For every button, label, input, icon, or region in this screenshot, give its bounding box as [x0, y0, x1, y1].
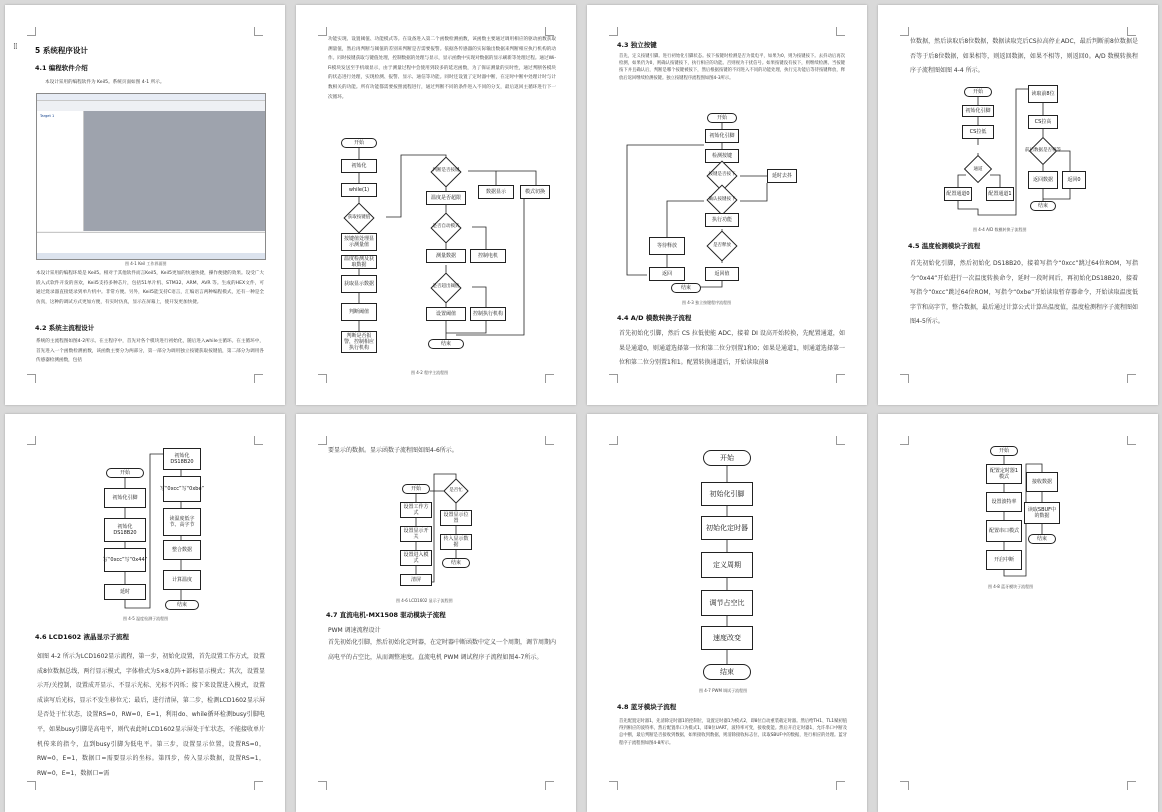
flowchart-process: 传入显示数据	[440, 534, 472, 550]
flowchart-process: 定义周期	[701, 552, 753, 578]
paragraph: 要显示的数据。显示函数子流程图如图4-6所示。	[328, 447, 458, 454]
flowchart-process: 返回数据	[1028, 171, 1058, 189]
flowchart-decision-label: 前后数据是否相等	[1025, 148, 1061, 153]
flowchart-process: 配置通道1	[986, 187, 1014, 201]
flowchart-start: 开始	[703, 450, 751, 466]
flowchart-process: 接收数据	[1026, 472, 1058, 492]
flowchart-decision-label: 通道	[973, 167, 983, 172]
flowchart-decision-label: 是否忙	[449, 488, 463, 493]
document-page-3	[587, 5, 867, 405]
document-page-1	[5, 5, 285, 405]
flowchart-end: 结束	[671, 283, 701, 293]
flowchart-decision-label: 按键是否按下	[708, 172, 736, 177]
paragraph: 位数据，然后读取后8位数据，数据读取完后CS拉高停止ADC，最后判断前8位数据是否等于后8位数据，如果相等，则返回数据，如果不相等，则返回0。A/D 数模转换程序子流程图如图 4-4 所示。	[910, 38, 1138, 75]
flowchart-start: 开始	[964, 87, 992, 97]
flowchart-process: 写“0xcc”写“0xbe”	[163, 476, 201, 502]
section-heading: 4.6 LCD1602 液晶显示子流程	[35, 633, 129, 641]
flowchart-process: 数据显示	[478, 185, 514, 199]
figure-caption: 图 4-2 程序主流程图	[411, 370, 449, 375]
flowchart-process: 初始化引脚	[701, 482, 753, 506]
flowchart-process: 初始化DS18B20	[163, 448, 201, 470]
flowchart-start: 开始	[707, 113, 737, 123]
figure-caption: 图 4-8 蓝牙模块子流程图	[988, 584, 1034, 589]
flowchart-process: 延时	[104, 584, 146, 600]
figure-caption: 图 4-4 A/D 数模转换子流程图	[973, 227, 1027, 232]
flowchart-process: 设置波特率	[986, 492, 1022, 512]
flowchart-decision-label: 确认按键按下	[708, 197, 736, 202]
flowchart-process: 初始化DS18B20	[104, 518, 146, 542]
flowchart-decision-label: 是否超出阈值	[432, 284, 460, 289]
flowchart-process: CS拉高	[1028, 115, 1058, 129]
flowchart-process: 控制执行机构	[470, 307, 506, 321]
flowchart-process: 调节占空比	[701, 590, 753, 616]
flowchart-process: 配置通道0	[944, 187, 972, 201]
flowchart-process: 返回值	[705, 267, 739, 281]
flowchart-process: 写“0xcc”写“0x44”	[104, 548, 146, 572]
flowchart-decision-label: 获取按键值	[347, 215, 371, 220]
flowchart-end: 结束	[1028, 534, 1056, 544]
flowchart-process: 执行功能	[705, 213, 739, 227]
document-page-5	[5, 414, 285, 812]
flowchart-process: 计算温度	[163, 570, 201, 590]
flowchart-start: 开始	[106, 468, 144, 478]
flowchart-process: 配置串口模式	[986, 520, 1022, 542]
flowchart-decision-label: 是否自动模式	[432, 224, 460, 229]
flowchart-process: 检测按键	[705, 149, 739, 163]
flowchart-process: 设置进入模式	[400, 550, 432, 566]
drag-handle-icon[interactable]: ⁞⁞	[13, 42, 17, 52]
flowchart-process: 获取显示数据	[341, 275, 377, 293]
flowchart-process: 按键值处理显示测量值	[341, 233, 377, 251]
section-heading: 4.2 系统主流程设计	[35, 324, 95, 332]
paragraph: 首先配置定时器1，先清除定时器1的控制位，设置定时器1为模式2，即8位自动重装载定时器。然后给TH1、TL1赋初值得到相应的波特率，然后配置串口为模式1，即8位UART，波特率可变，接收使能。然后开启定时器1，允许串口中断及总中断，最后判断是否接收到数据，如果接收到数据，则清除接收标志位，读取SBUF中的数据，进行相应的处理。蓝牙程序子流程图如图4-8所示。	[619, 719, 847, 746]
flowchart-process: 返回	[649, 267, 685, 281]
flowchart-process: 初始化	[341, 159, 377, 173]
paragraph: 首先初始化引脚，然后初始化 DS18B20，接着写指令“0xcc”跳过64位ROM，写指令“0x44”开始进行一次温度转换命令，延时一段时间后，再初始化DS18B20，接着写指令“0xcc”跳过64位ROM，写指令“0xbe”开始读取暂存器命令，开始读取温度低字节和高字节，整合数据，最后通过计算公式计算出温度值，温度检测程序子流程图如图4-5所示。	[910, 260, 1138, 326]
flowchart-process: 读取SBUF中的数据	[1024, 502, 1060, 524]
document-page-7	[587, 414, 867, 812]
flowchart-process: 初始化引脚	[705, 129, 739, 143]
flowchart-process: 等待释放	[649, 237, 685, 255]
section-heading: 4.8 蓝牙模块子流程	[617, 703, 677, 711]
chapter-heading: 5 系统程序设计	[35, 46, 88, 55]
figure-caption: 图 4-5 温度检测子流程图	[123, 616, 169, 621]
flowchart-process: 设置阈值	[426, 307, 466, 321]
paragraph: 系统的主流程图如图4-2所示。在主程序中，首先对各个模块进行初始化，随后进入while主循环。在主循环中，首先进入一个函数检测函数，该函数主要分为两部分，第一部分为调用独立按键获取按键值，第二部分为调用各传感器检测函数，包括	[36, 339, 264, 364]
flowchart-process: 速度改变	[701, 626, 753, 650]
flowchart-process: 整合数据	[163, 540, 201, 560]
flowchart-process: while(1)	[341, 183, 377, 197]
paragraph: 首先初始化引脚，然后 CS 拉低使能 ADC，接着 DI 设高开始转换，先配置通道，如果是通道0，则通道选择第一位和第二位分别置1和0；如果是通道1，则通道选择第一位和第二位分别置1和1。配置转换通道后，开始读取前8	[619, 330, 845, 367]
flowchart-process: 开启中断	[986, 550, 1022, 570]
flowchart-process: 温度检测及获取数据	[341, 255, 377, 269]
flowchart-process: 配置定时器1模式	[986, 464, 1022, 484]
paragraph: 本设计采用的编程软件为 Keil5。系统页面如图 4-1 所示。	[45, 80, 165, 85]
flowchart-process: 读温度低字节、高字节	[163, 508, 201, 536]
flowchart-process: 测量数据	[426, 249, 466, 263]
section-heading: 4.3 独立按键	[617, 41, 657, 49]
paragraph: 如图 4-2 所示为LCD1602显示流程，第一步，初始化设置，首先设置工作方式，设置成8位数据总线，两行显示模式，字体格式为5×8点阵+部标显示模式；其次，设置显示开/关控制，设置成开显示、不显示光标、光标不闪烁；接下来设置进入模式，设置成读写后光标，显示不发生移位元；最后，进行清屏，第二步，检测LCD1602显示屏是否处于忙状态，设置RS=0，RW=0，E=1，利用do、while循环检测busy引脚电平，如果busy引脚是高电平，则代表此时LCD1602显示屏处于忙状态，不能接收单片机传来的指令，直到busy引脚为低电平。第三步，设置显示位置，设置RS=0，RW=0，E=1，数据口=需要显示的坐标。第四步，传入显示数据，设置RS=1，RW=0，E=1，数据口=需	[37, 653, 265, 777]
flowchart-process: 初始化定时器	[701, 516, 753, 540]
flowchart-process: 初始化引脚	[104, 488, 146, 508]
flowchart-process: 返回0	[1062, 171, 1086, 189]
flowchart-decision-label: 判断是否按键	[432, 168, 460, 173]
flowchart-end: 结束	[1030, 201, 1056, 211]
paragraph: 功能实现、设置阈值、功能模式等。在设备进入第二个函数检测函数，该函数主要通过调用相应的驱动函数获取测量值，然后再判断与阈值的差别来判断是否需要报警。依据各传感器的实际输出数据来判断相应执行机构的动作。同时按键获取与键值处理，控制数据的处理与显示，显示函数中实现对数据的显示刷新等处理过程。通过Wi-Fi模块发送至手机端显示，由于测量过程中会使用到较多的延迟函数，为了保证测量的实时性，通过判断各模块的状态进行处理，实现检测、报警、显示、通信等功能。同时还设置了定时器中断，在定时中断中处理计时与计数相关的功能。所有功能都需要按照流程进行，通过判断不同的条件进入不同的分支，最后返回主循环进行下一次循环。	[328, 37, 556, 100]
flowchart-end: 结束	[703, 664, 751, 680]
flowchart-end: 结束	[442, 558, 470, 568]
flowchart-process: 设置工作方式	[400, 502, 432, 518]
flowchart-process: 延时去抖	[767, 169, 797, 183]
figure-caption: 图 4-1 Keil 工作界面图	[125, 261, 167, 266]
document-page-4	[878, 5, 1158, 405]
flowchart-process: 清屏	[400, 574, 432, 586]
figure-caption: 图 4-6 LCD1602 显示子流程图	[396, 598, 453, 603]
flowchart-end: 结束	[165, 600, 199, 610]
figure-caption: 图 4-3 独立按键程序流程图	[682, 300, 732, 305]
section-heading: 4.4 A/D 模数转换子流程	[617, 314, 692, 322]
section-heading: 4.7 直流电机-MX1508 驱动模块子流程	[326, 611, 446, 619]
flowchart-process: 设置显示位置	[440, 510, 472, 526]
flowchart-process: 设置显示开关	[400, 526, 432, 542]
flowchart-process: 读取前8位	[1028, 85, 1058, 103]
flowchart-connectors	[878, 5, 1158, 405]
section-heading: 4.1 编程软件介绍	[35, 64, 88, 72]
flowchart-process: 初始化引脚	[962, 105, 994, 117]
flowchart-process: 判断是否报警，控制相应执行机构	[341, 331, 377, 353]
keil-screenshot: Target 1	[36, 93, 266, 260]
flowchart-end: 结束	[428, 339, 464, 349]
section-heading: 4.5 温度检测模块子流程	[908, 242, 981, 250]
document-page-8	[878, 414, 1158, 812]
flowchart-process: 判断阈值	[341, 303, 377, 321]
document-page-6	[296, 414, 576, 812]
flowchart-process: 控制电机	[470, 249, 506, 263]
flowchart-process: 温度是否超限	[426, 191, 466, 205]
document-page-2	[296, 5, 576, 405]
paragraph: 首先初始化引脚，然后初始化定时器，在定时器中断函数中定义一个周期，调节周期内高电平的占空比，从而调整速度。直流电机 PWM 调试程序子流程如图4-7所示。	[328, 639, 556, 661]
flowchart-start: 开始	[341, 138, 377, 148]
flowchart-start: 开始	[990, 446, 1018, 456]
paragraph: 本设计采用的编程环境是 Keil5。相对于其他软件而言Keil5，Keil5更加的快速快捷，操作便捷的效果。设受广大嵌入式软件开发的喜欢，Keil5支持多种芯片，包括51单片机、STM32、ARM、AVR 等。生成的HEX文件，可通过烧录器直接烧录到单片机中。非常方便。另外，Keil5能支持C语言，汇编语言两种编程模式，还有一种是全仿真，这种的调试方式更加方便，有实时仿真，显示在屏幕上，使开发更加快捷。	[36, 271, 264, 305]
figure-caption: 图 4-7 PWM 调试子流程图	[699, 688, 748, 693]
flowchart-process: 模式切换	[520, 185, 550, 199]
subheading: PWM 调速流程设计	[328, 627, 381, 634]
paragraph: 首先，定义按键引脚。进行初始化引脚状态。按下按键时检测是否为低电平，如果为0，则为按键按下。去抖动后再次检测，如果仍为0，则确认按键按下，执行相应的功能。否则视为干扰信号。如果按键没有按下，则继续检测。当按键按下并且确认后，判断是哪个按键被按下，然后根据按键的不同进入不同的功能处理，执行完功能后等待按键释放，释放后返回继续检测按键。独立按键程序流程图如图4-3所示。	[619, 54, 845, 81]
flowchart-decision-label: 是否释放	[713, 243, 731, 248]
flowchart-process: CS拉低	[962, 125, 994, 139]
flowchart-start: 开始	[402, 484, 430, 494]
